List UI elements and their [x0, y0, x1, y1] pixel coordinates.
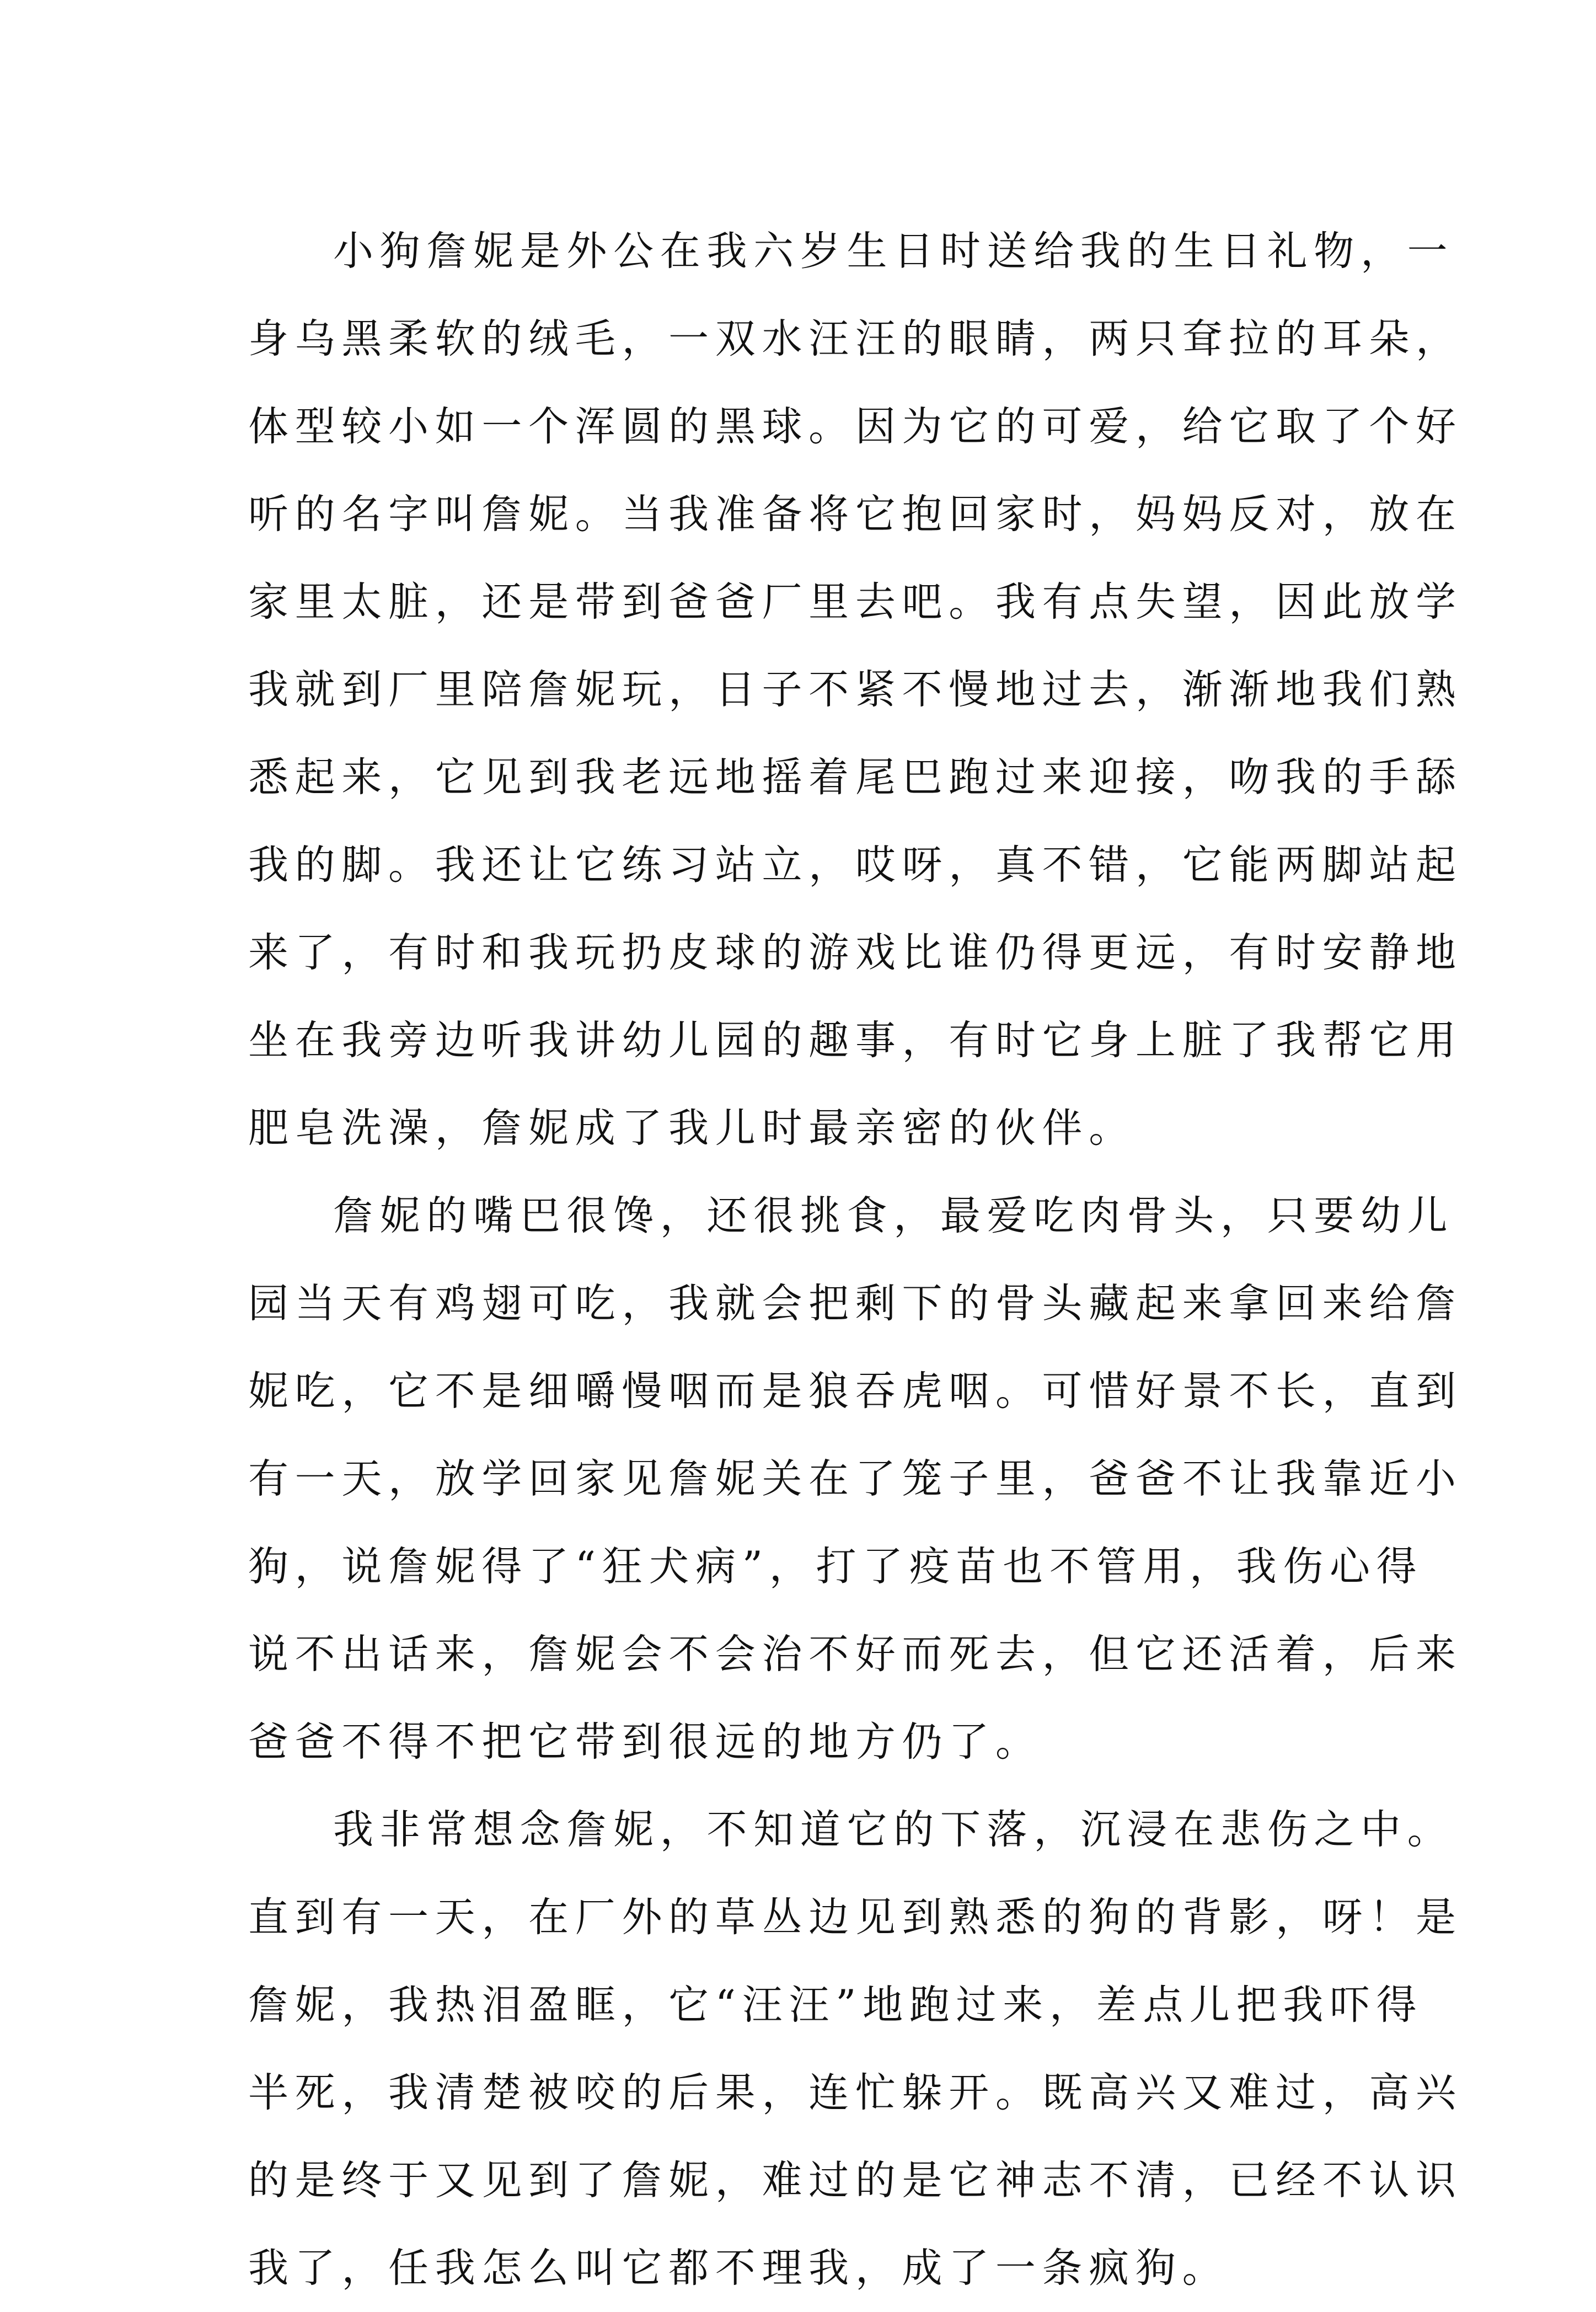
- paragraph-line: 悉起来，它见到我老远地摇着尾巴跑过来迎接，吻我的手舔: [248, 754, 1463, 801]
- paragraph-line: 爸爸不得不把它带到很远的地方仍了。: [248, 1719, 1042, 1765]
- paragraph-line: 小狗詹妮是外公在我六岁生日时送给我的生日礼物，一: [333, 228, 1454, 275]
- paragraph-line: 体型较小如一个浑圆的黑球。因为它的可爱，给它取了个好: [248, 403, 1463, 450]
- paragraph-3: [248, 1786, 1463, 2312]
- paragraph-line: 坐在我旁边听我讲幼儿园的趣事，有时它身上脏了我帮它用: [248, 1017, 1463, 1064]
- paragraph-line: 我就到厂里陪詹妮玩，日子不紧不慢地过去，渐渐地我们熟: [248, 666, 1463, 713]
- paragraph-2: [248, 1172, 1463, 1786]
- paragraph-line: 詹妮，我热泪盈眶，它“汪汪”地跑过来，差点儿把我吓得: [248, 1982, 1423, 2029]
- paragraph-line: 妮吃，它不是细嚼慢咽而是狼吞虎咽。可惜好景不长，直到: [248, 1368, 1463, 1415]
- paragraph-line: 我非常想念詹妮，不知道它的下落，沉浸在悲伤之中。: [333, 1806, 1454, 1853]
- paragraph-line: 有一天，放学回家见詹妮关在了笼子里，爸爸不让我靠近小: [248, 1455, 1463, 1502]
- paragraph-line: 肥皂洗澡，詹妮成了我儿时最亲密的伙伴。: [248, 1105, 1136, 1152]
- paragraph-line: 说不出话来，詹妮会不会治不好而死去，但它还活着，后来: [248, 1631, 1463, 1678]
- paragraph-line: 詹妮的嘴巴很馋，还很挑食，最爱吃肉骨头，只要幼儿: [333, 1192, 1454, 1239]
- paragraph-line: 我了，任我怎么叫它都不理我，成了一条疯狗。: [248, 2245, 1229, 2292]
- paragraph-line: 园当天有鸡翅可吃，我就会把剩下的骨头藏起来拿回来给詹: [248, 1280, 1463, 1327]
- paragraph-line: 直到有一天，在厂外的草丛边见到熟悉的狗的背影，呀！是: [248, 1894, 1463, 1941]
- paragraph-line: 听的名字叫詹妮。当我准备将它抱回家时，妈妈反对，放在: [248, 491, 1463, 538]
- paragraph-line: 来了，有时和我玩扔皮球的游戏比谁仍得更远，有时安静地: [248, 929, 1463, 976]
- paragraph-line: 狗，说詹妮得了“狂犬病”，打了疫苗也不管用，我伤心得: [248, 1543, 1423, 1590]
- paragraph-line: 的是终于又见到了詹妮，难过的是它神志不清，已经不认识: [248, 2157, 1463, 2204]
- paragraph-1: [248, 207, 1463, 1172]
- paragraph-line: 我的脚。我还让它练习站立，哎呀，真不错，它能两脚站起: [248, 842, 1463, 889]
- paragraph-line: 身乌黑柔软的绒毛，一双水汪汪的眼睛，两只耷拉的耳朵，: [248, 315, 1463, 362]
- document-body: [248, 207, 1463, 2312]
- paragraph-line: 半死，我清楚被咬的后果，连忙躲开。既高兴又难过，高兴: [248, 2069, 1463, 2116]
- paragraph-line: 家里太脏，还是带到爸爸厂里去吧。我有点失望，因此放学: [248, 579, 1463, 625]
